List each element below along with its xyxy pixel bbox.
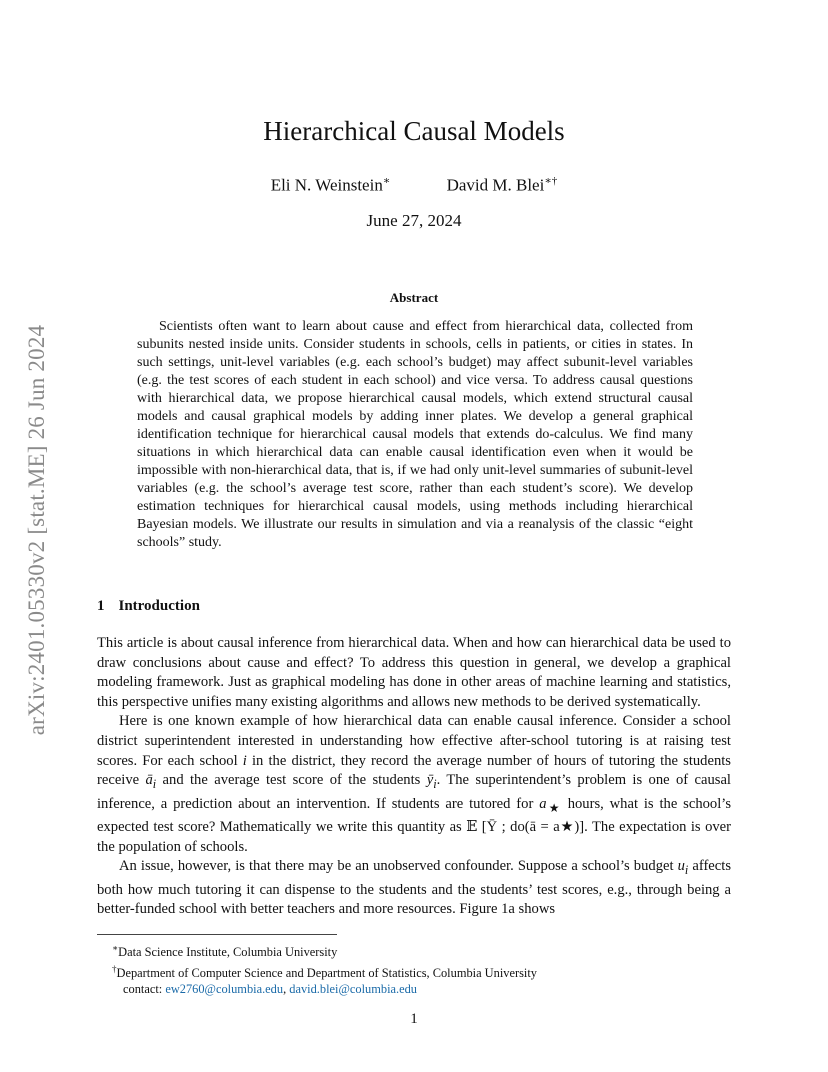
arxiv-identifier: arXiv:2401.05330v2 [stat.ME] 26 Jun 2024 — [24, 324, 49, 736]
email-link-1[interactable]: ew2760@columbia.edu — [165, 982, 284, 997]
footnote-mark: † — [112, 963, 117, 974]
math-expression: 𝔼 [Ȳ ; do(ā = a★)] — [466, 819, 585, 836]
abstract-text: Scientists often want to learn about cause and effect from hierarchical data, collected from subunits nested inside units. Consider students in schools, cells in patients, or cities in states. In such settings, unit-level variables (e.g. each school’s budget) may affect subunit-level variables (e.g. the test scores of each student in each school) and vice versa. To address causal questions with hierarchical data, we propose hierarchical causal models, which extend structural causal models and causal graphical models by adding inner plates. We develop a general graphical identification technique for hierarchical causal models that extends do-calculus. We find many situations in which hierarchical data can enable causal identification even when it would be impossible with non-hierarchical data, that is, if we had only unit-level summaries of subunit-level variables (e.g. the school’s average test score, rather than each student’s score). We develop estimation techniques for hierarchical causal models, using methods including hierarchical Bayesian models. We illustrate our results in simulation and via a reanalysis of the classic “eight schools” study. — [137, 319, 693, 550]
separator: , — [283, 982, 290, 997]
author-2 — [447, 174, 558, 196]
section-title: Introduction — [118, 598, 200, 614]
section-number: 1 — [97, 598, 105, 614]
math-subscript: ★ — [546, 800, 562, 815]
footnote-text: Data Science Institute, Columbia University — [118, 945, 338, 960]
math-var: ȳ — [426, 772, 434, 789]
author-name: David M. Blei — [446, 175, 545, 195]
math-var: u — [677, 858, 685, 875]
text-run: An issue, however, is that there may be an unobserved confounder. Suppose a school’s budget — [119, 858, 678, 875]
math-var: i — [242, 752, 247, 769]
author-affiliation-mark: ∗† — [544, 175, 558, 187]
footnote-1 — [112, 940, 537, 961]
text-run: . The superintendent’s problem is one of causal inference, a prediction about an intervention. If students are tutored for — [97, 772, 731, 812]
footnote-contact — [112, 981, 537, 997]
math-var: ā — [145, 772, 153, 789]
text-run: and the average test score of the students — [156, 772, 427, 789]
email-link-2[interactable]: david.blei@columbia.edu — [289, 982, 417, 997]
text-run: affects both how much tutoring it can dispense to the students and the students’ test scores, e.g., through being a better-funded school with better teachers and more resources. Figure 1a shows — [97, 858, 731, 918]
section-heading — [97, 598, 200, 615]
author-affiliation-mark: ∗ — [382, 175, 391, 187]
math-subscript: i — [433, 777, 437, 792]
arxiv-sidebar-stamp — [22, 285, 52, 775]
paragraph-3 — [97, 857, 731, 920]
paragraph-1: This article is about causal inference from hierarchical data. When and how can hierarchical data be used to draw conclusions about cause and effect? To address this question in general, we develop a graphical modeling framework. Just as graphical modeling has done in other areas of machine learning and statistics, this perspective unifies many existing algorithms and allows new methods to be derived systematically. — [97, 635, 731, 710]
footnote-text: Department of Computer Science and Department of Statistics, Columbia University — [116, 965, 537, 980]
page-number: 1 — [410, 1011, 418, 1027]
body-text — [97, 634, 731, 920]
text-run: Here is one known example of how hierarchical data can enable causal inference. Consider a school district superintendent interested in understanding how effective after-school tutoring is at raising test scores. For each school — [97, 713, 731, 769]
footnote-2 — [112, 961, 537, 982]
math-subscript: i — [684, 863, 689, 878]
paragraph-2 — [97, 712, 731, 857]
abstract-heading: Abstract — [389, 290, 439, 305]
paper-title: Hierarchical Causal Models — [263, 116, 565, 146]
footnote-mark: ∗ — [112, 943, 119, 953]
author-list — [0, 174, 828, 196]
contact-label: contact: — [123, 982, 166, 997]
math-subscript: i — [152, 777, 157, 792]
author-name: Eli N. Weinstein — [270, 175, 383, 195]
text-run: . The expectation is over the population of schools. — [97, 819, 731, 855]
footnotes — [112, 940, 537, 997]
author-1 — [271, 174, 391, 196]
math-var: a — [539, 795, 547, 812]
text-run: in the district, they record the average number of hours of tutoring the students receive — [97, 752, 731, 789]
text-run: hours, what is the school’s expected test score? Mathematically we write this quantity as — [97, 795, 731, 836]
footnote-divider — [97, 934, 337, 935]
publication-date: June 27, 2024 — [366, 211, 462, 230]
